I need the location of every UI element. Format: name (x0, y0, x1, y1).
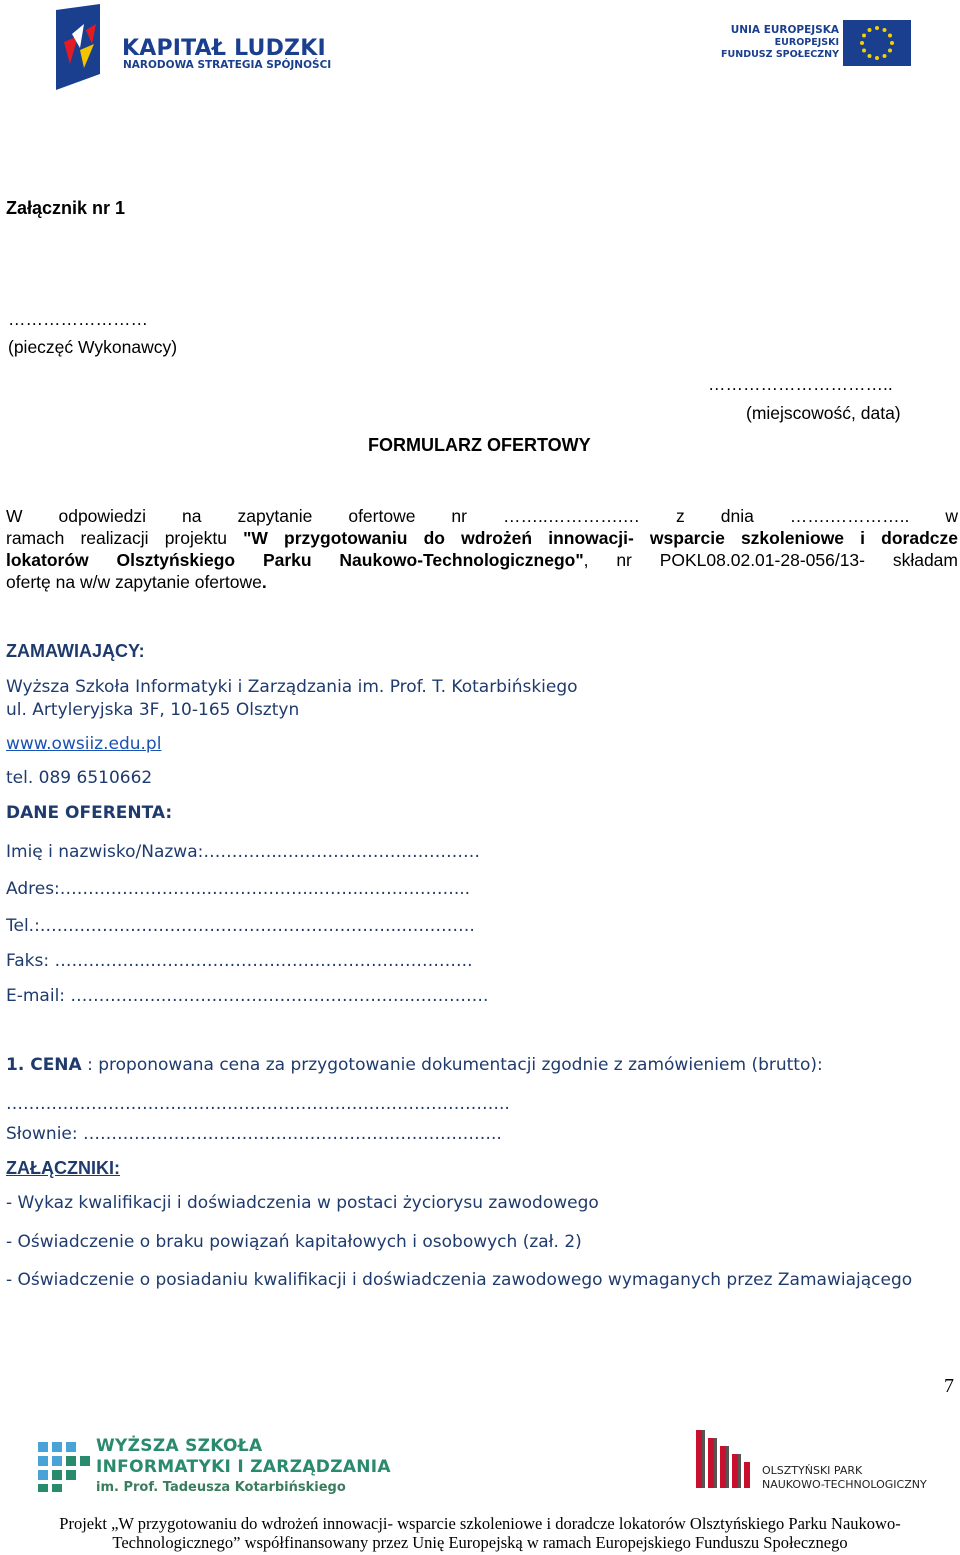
footer-project-line-1: Projekt „W przygotowaniu do wdrożeń innowacji- wsparcie szkoleniowe i doradcze lokatorów Olsztyńskiego Parku Naukowo- (59, 1514, 901, 1533)
wsiz-line-3: im. Prof. Tadeusza Kotarbińskiego (96, 1480, 346, 1495)
intro-line-1 (6, 505, 958, 527)
eu-line-2: EUROPEJSKI (774, 37, 839, 48)
opnt-emblem-icon (686, 1426, 760, 1492)
kapital-ludzki-subtitle: NARODOWA STRATEGIA SPÓJNOŚCI (123, 59, 332, 71)
price-number: 1. (6, 1055, 31, 1075)
wsiz-logo (36, 1436, 391, 1500)
intro-text-3: , nr POKL08.02.01-28-056/13- składam (583, 550, 958, 570)
bidder-phone-field: Tel.:……………..………………………………………..…………. (6, 916, 475, 936)
price-in-words-field: Słownie: ……………………………………………………………….. (6, 1124, 502, 1144)
place-date-label: (miejscowość, data) (746, 403, 901, 423)
wsiz-emblem-icon (36, 1438, 92, 1494)
eu-line-3: FUNDUSZ SPOŁECZNY (721, 49, 839, 60)
price-text: : proponowana cena za przygotowanie dokumentacji zgodnie z zamówieniem (brutto): (81, 1055, 823, 1075)
project-title-part-2: lokatorów Olsztyńskiego Parku Naukowo-Technologicznego" (6, 550, 584, 570)
orderer-address: ul. Artyleryjska 3F, 10-165 Olsztyn (6, 700, 300, 720)
orderer-name: Wyższa Szkoła Informatyki i Zarządzania im. Prof. T. Kotarbińskiego (6, 677, 578, 697)
opnt-line-2: NAUKOWO-TECHNOLOGICZNY (762, 1478, 927, 1491)
intro-text-4: ofertę na w/w zapytanie ofertowe (6, 572, 262, 592)
orderer-website-link[interactable]: www.owsiiz.edu.pl (6, 734, 162, 754)
opnt-line-1: OLSZTYŃSKI PARK (762, 1464, 863, 1477)
form-title: FORMULARZ OFERTOWY (368, 435, 591, 455)
annex-title: Załącznik nr 1 (6, 198, 126, 218)
price-placeholder: …………………………………………………………………………….. (6, 1094, 510, 1114)
wsiz-line-1: WYŻSZA SZKOŁA (96, 1436, 263, 1456)
intro-line-3 (6, 549, 958, 571)
price-line (6, 1055, 823, 1075)
intro-paragraph (6, 505, 958, 593)
intro-text-1: W odpowiedzi na zapytanie ofertowe nr ……..………….… z dnia …….………….. w (6, 506, 958, 526)
attachment-item: - Oświadczenie o braku powiązań kapitałowych i osobowych (zał. 2) (6, 1232, 582, 1252)
wsiz-line-2: INFORMATYKI I ZARZĄDZANIA (96, 1457, 391, 1477)
seal-label: (pieczęć Wykonawcy) (8, 337, 178, 357)
project-title-part-1: "W przygotowaniu do wdrożeń innowacji- wsparcie szkoleniowe i doradcze (243, 528, 958, 548)
intro-text-2: ramach realizacji projektu (6, 528, 244, 548)
bidder-heading: DANE OFERENTA: (6, 803, 173, 823)
bidder-email-field: E-mail: ……………..……………………………………..…………. (6, 986, 489, 1006)
bidder-fax-field: Faks: ……………..………………………….…………………….. (6, 951, 473, 971)
intro-period: . (261, 572, 267, 592)
bidder-name-field: Imię i nazwisko/Nazwa:…………..…………………..………… (6, 842, 480, 862)
orderer-heading: ZAMAWIAJĄCY: (6, 641, 145, 661)
footer-project-line-2: Technologicznego” współfinansowany przez Unię Europejską w ramach Europejskiego Funduszu Społecznego (112, 1533, 848, 1552)
eu-logo (721, 20, 911, 70)
place-date-placeholder: ………………………….. (708, 374, 893, 394)
attachment-item: - Oświadczenie o posiadaniu kwalifikacji i doświadczenia zawodowego wymaganych przez Zamawiającego (6, 1270, 913, 1290)
bidder-address-field: Adres:……………………...….…………...……..……….……... (6, 879, 471, 899)
kapital-ludzki-logo (50, 4, 332, 90)
price-label: CENA (30, 1055, 82, 1075)
kapital-ludzki-title: KAPITAŁ LUDZKI (122, 36, 326, 61)
page-number: 7 (944, 1375, 954, 1397)
orderer-phone: tel. 089 6510662 (6, 768, 153, 788)
attachment-item: - Wykaz kwalifikacji i doświadczenia w postaci życiorysu zawodowego (6, 1193, 599, 1213)
opnt-logo (686, 1424, 926, 1494)
intro-line-2 (6, 527, 958, 549)
attachments-heading: ZAŁĄCZNIKI: (6, 1158, 120, 1178)
intro-line-4 (6, 571, 958, 593)
seal-placeholder: …………………… (8, 309, 148, 329)
eu-flag-icon (843, 20, 911, 66)
kapital-ludzki-flag-icon (50, 4, 120, 90)
eu-line-1: UNIA EUROPEJSKA (730, 24, 839, 36)
